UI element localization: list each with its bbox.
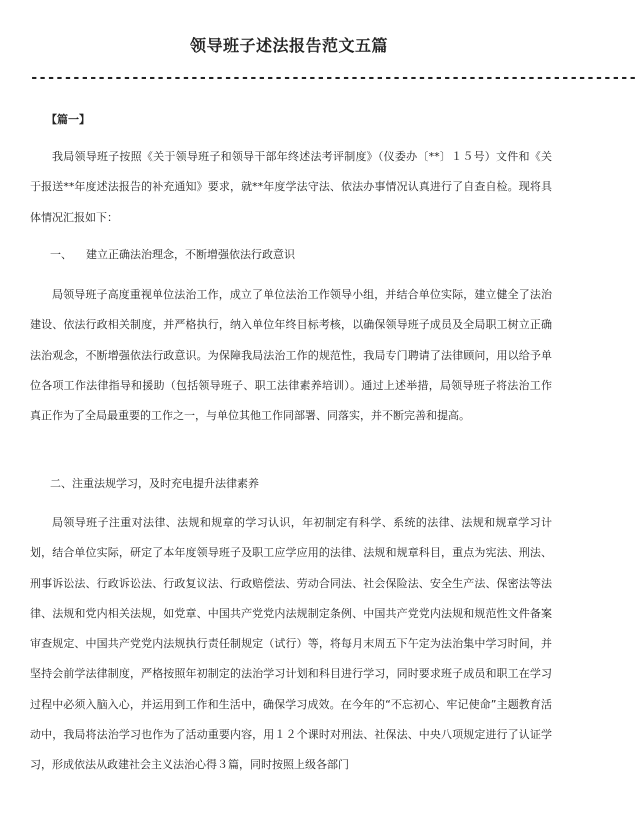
intro-paragraph: 我局领导班子按照《关于领导班子和领导干部年终述法考评制度》（仪委办〔**〕１５号）文件和《关于报送**年度述法报告的补充通知》要求，就**年度学法守法、依法办事情况认真进行了自查自检。现将具体情况汇报如下： bbox=[30, 150, 552, 224]
body-paragraph-2: 局领导班子注重对法律、法规和规章的学习认识，年初制定有科学、系统的法律、法规和规章学习计划，结合单位实际，研定了本年度领导班子及职工应学应用的法律、法规和规章科目，重点为宪法、刑法、刑事诉讼法、行政诉讼法、行政复议法、行政赔偿法、劳动合同法、社会保险法、安全生产法、保密法等法律、法规和党内相关法规，如党章、中国共产党党内法规制定条例、中国共产党党内法规和规范性文件备案审查规定、中国共产党党内法规执行责任制规定（试行）等，将每月末周五下午定为法治集中学习时间，并坚持会前学法律制度，严格按照年初制定的法治学习计划和科目进行学习，同时要求班子成员和职工在学习过程中必须入脑入心，并运用到工作和生活中，确保学习成效。在今年的“不忘初心、牢记使命”主题教育活动中，我局将法治学习也作为了活动重要内容，用１２个课时对刑法、社保法、中央八项规定进行了认证学习，形成依法从政建社会主义法治心得３篇，同时按照上级各部门 bbox=[30, 516, 552, 772]
dashed-divider: ------------------------------------------------------------------------ bbox=[30, 70, 637, 86]
section-heading-1 bbox=[50, 247, 295, 263]
section-heading-1-number: 一、 bbox=[50, 248, 72, 261]
section-heading-2: 二、注重法规学习，及时充电提升法律素养 bbox=[50, 477, 259, 490]
section-tag: 【篇一】 bbox=[46, 113, 90, 126]
document-title: 领导班子述法报告范文五篇 bbox=[189, 36, 388, 55]
body-paragraph-1: 局领导班子高度重视单位法治工作，成立了单位法治工作领导小组，并结合单位实际，建立健全了法治建设、依法行政相关制度，并严格执行，纳入单位年终目标考核，以确保领导班子成员及全局职工树立正确法治观念，不断增强依法行政意识。为保障我局法治工作的规范性，我局专门聘请了法律顾问，用以给予单位各项工作法律指导和援助（包括领导班子、职工法律素养培训）。通过上述举措，局领导班子将法治工作真正作为了全局最重要的工作之一，与单位其他工作同部署、同落实，并不断完善和提高。 bbox=[30, 288, 552, 423]
section-heading-1-text: 建立正确法治理念，不断增强依法行政意识 bbox=[86, 248, 295, 261]
